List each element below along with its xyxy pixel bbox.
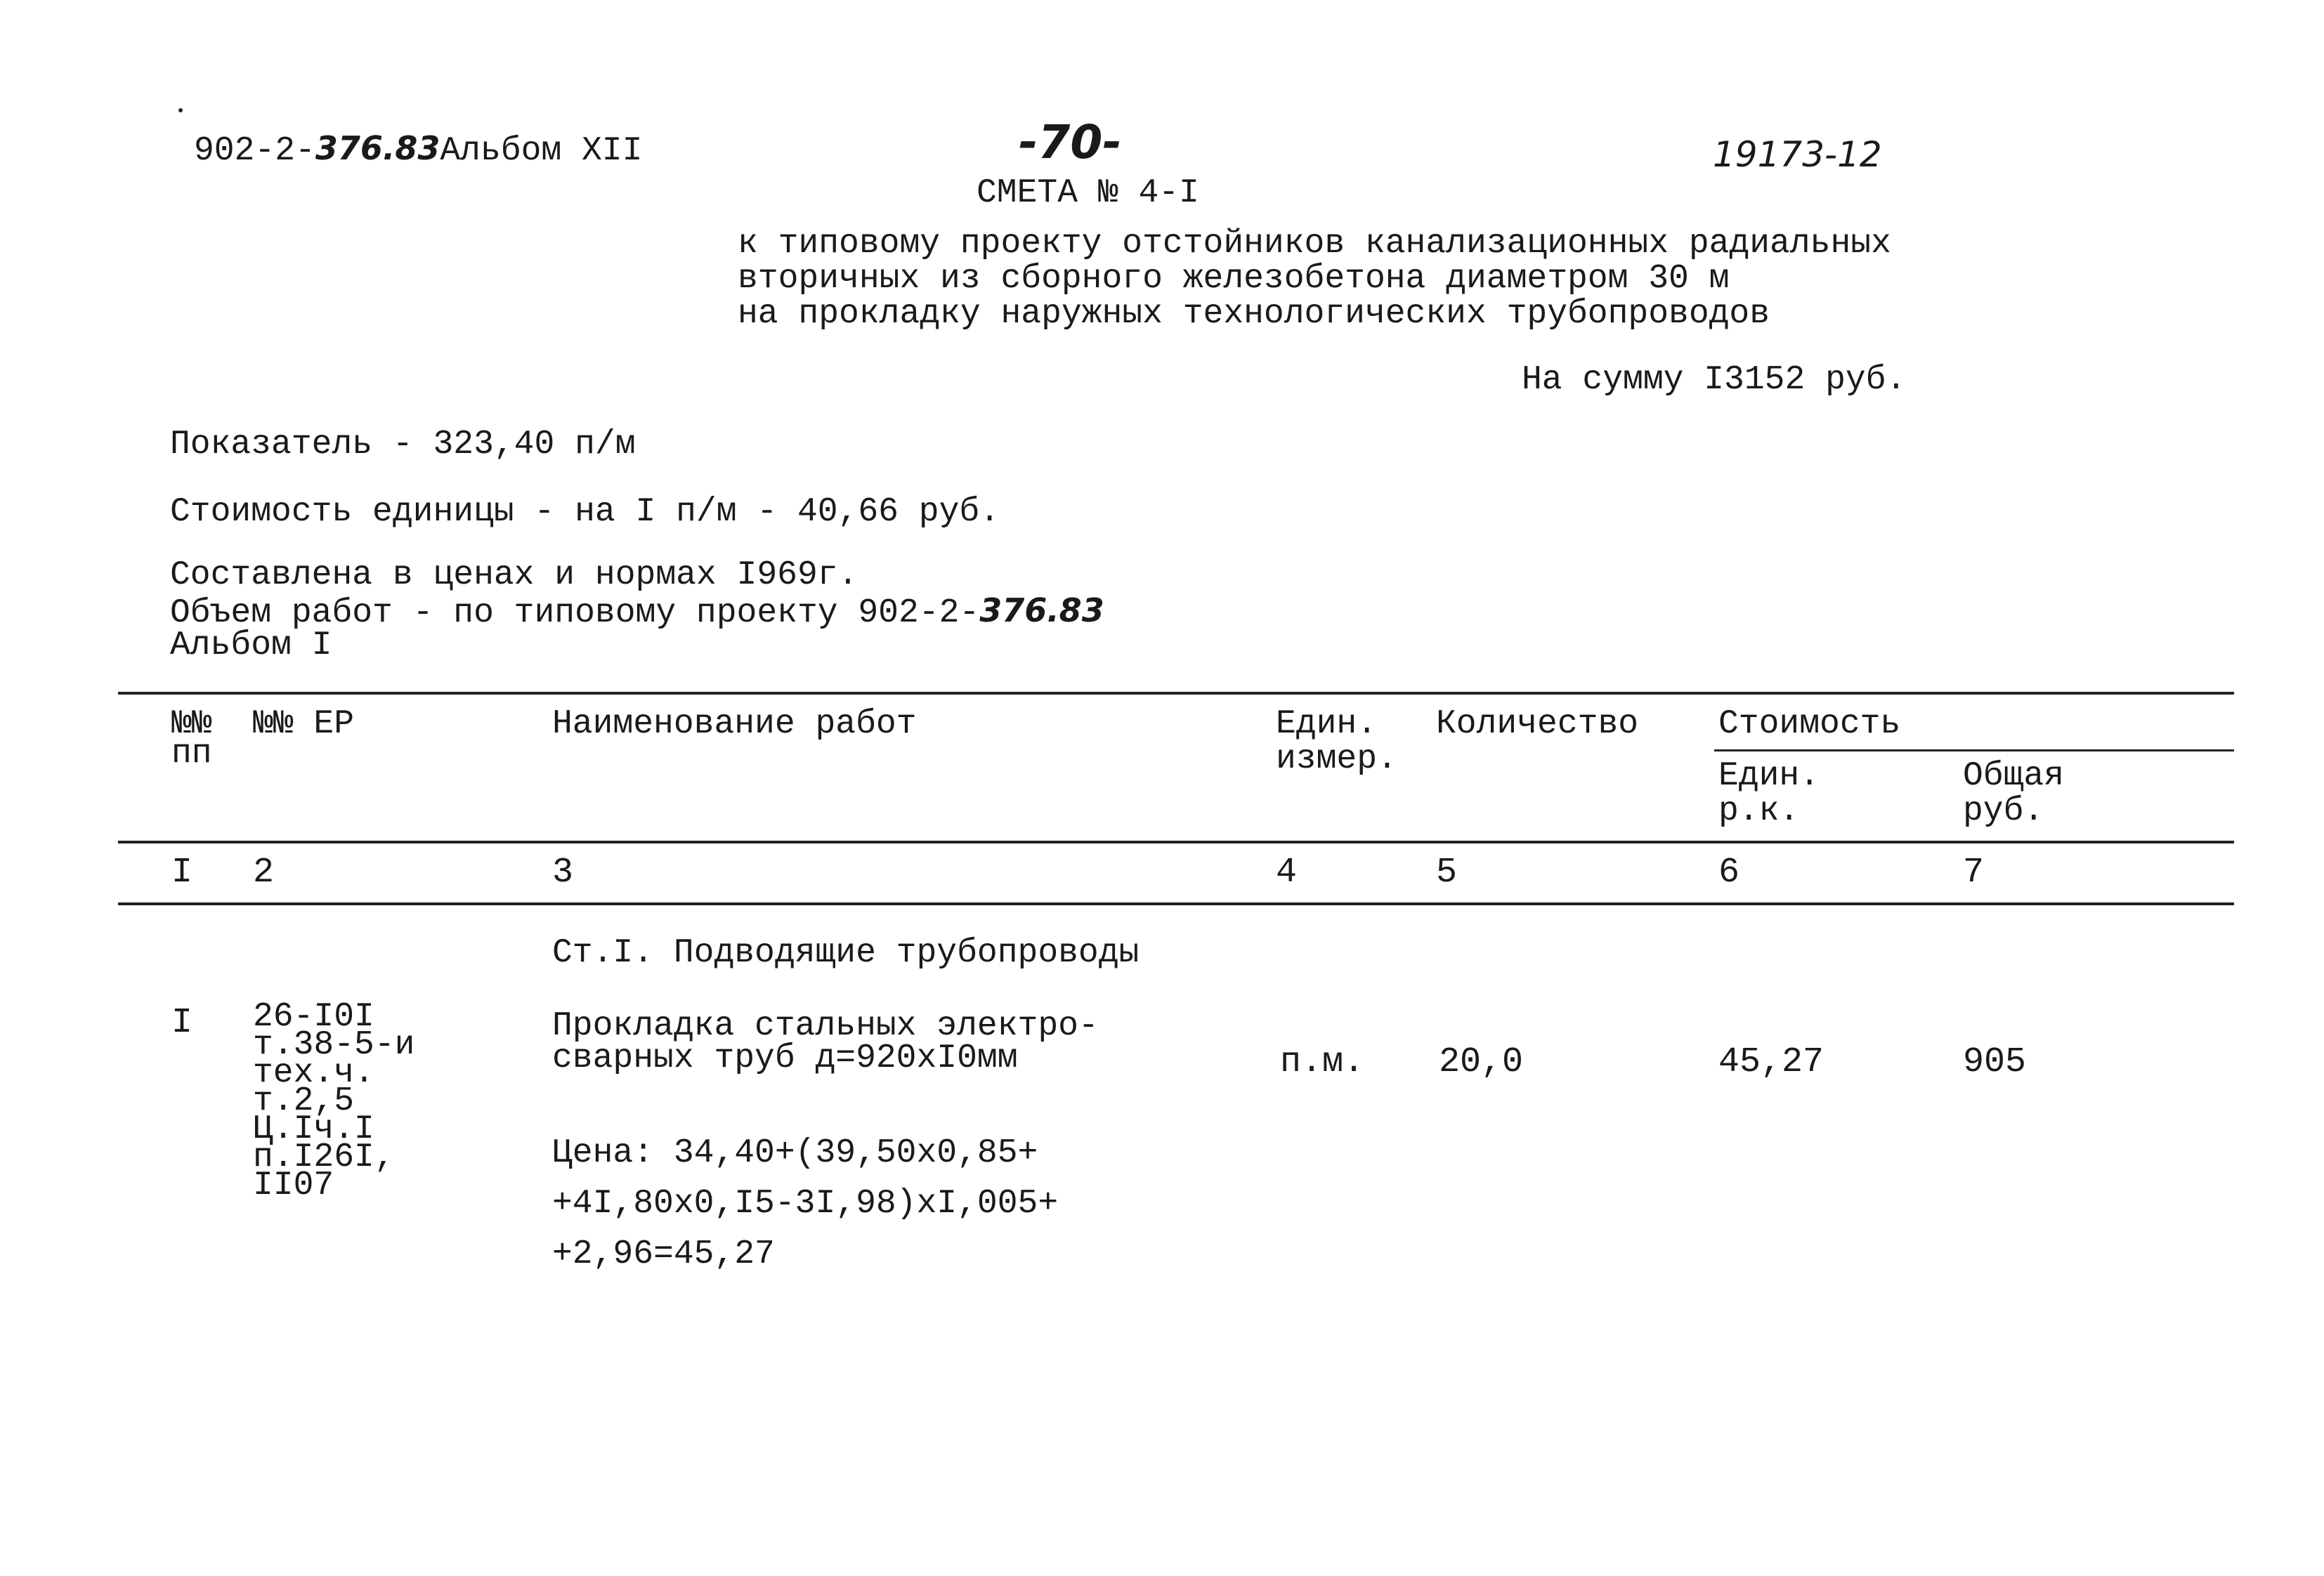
- column-number: 5: [1436, 853, 1458, 893]
- row-er-line: 26-I0I: [253, 998, 374, 1036]
- sheet-code: 19173-12: [1713, 134, 1882, 175]
- row-num: I: [171, 1003, 193, 1043]
- total-sum: На сумму I3152 руб.: [1522, 361, 1907, 399]
- row-er: [253, 998, 415, 1204]
- doc-code: [194, 131, 642, 169]
- header-unit: [1276, 707, 1397, 777]
- subtitle-line: на прокладку наружных технологических трубопроводов: [738, 295, 1770, 333]
- row-er-line: Ц.Iч.I: [253, 1110, 374, 1148]
- column-number: 7: [1963, 853, 1985, 893]
- cost-header-rule: [1714, 749, 2234, 751]
- header-cost-total-line: Общая: [1963, 757, 2065, 795]
- header-quantity: Количество: [1436, 705, 1639, 743]
- column-number: 2: [253, 853, 275, 893]
- section-title: Ст.I. Подводящие трубопроводы: [552, 934, 1140, 972]
- header-cost-total: [1963, 759, 2064, 829]
- row-unit: п.м.: [1280, 1042, 1365, 1082]
- row-er-line: т.38-5-и: [253, 1026, 415, 1064]
- volume-prefix: Объем работ - по типовому проекту 902-2-: [170, 594, 980, 632]
- header-cost-unit-line: р.к.: [1718, 792, 1800, 830]
- row-name-line: Прокладка стальных электро-: [552, 1007, 1099, 1045]
- header-cost-total-line: руб.: [1963, 792, 2044, 830]
- price-line: +4I,80х0,I5-3I,98)хI,005+: [552, 1185, 1059, 1223]
- estimate-subtitle: [738, 226, 1891, 331]
- estimate-title: СМЕТА № 4-I: [977, 174, 1199, 212]
- unit-cost: Стоимость единицы - на I п/м - 40,66 руб.: [170, 493, 1000, 531]
- subtitle-line: к типовому проекту отстойников канализационных радиальных: [738, 225, 1891, 263]
- header-unit-line: Един.: [1276, 705, 1378, 743]
- column-numbers-rule: [118, 902, 2234, 905]
- row-er-line: тех.ч.: [253, 1054, 374, 1092]
- subtitle-line: вторичных из сборного железобетона диаметром 30 м: [738, 260, 1730, 298]
- volume-line: [170, 591, 1104, 632]
- column-number: I: [171, 853, 193, 893]
- header-cost-unit-line: Един.: [1718, 757, 1820, 795]
- column-number: 4: [1276, 853, 1298, 893]
- row-er-line: п.I26I,: [253, 1138, 395, 1176]
- header-num-line: №№: [171, 705, 212, 743]
- price-line: Цена: 34,40+(39,50х0,85+: [552, 1134, 1038, 1172]
- basis-block: [170, 558, 1104, 663]
- table-top-rule: [118, 692, 2234, 695]
- page-number: -70-: [1019, 115, 1122, 169]
- volume-handwritten: 376.83: [979, 591, 1104, 629]
- row-name-line: сварных труб д=920хI0мм: [552, 1039, 1018, 1077]
- column-number: 6: [1718, 853, 1740, 893]
- header-bottom-rule: [118, 841, 2234, 843]
- doc-code-handwritten: 376.83: [315, 129, 440, 167]
- row-er-line: II07: [253, 1167, 334, 1204]
- row-unit-cost: 45,27: [1718, 1042, 1824, 1082]
- header-er: №№ ЕР: [253, 705, 355, 743]
- album-label: Альбом XII: [440, 132, 643, 170]
- header-num: [171, 707, 212, 771]
- price-line: +2,96=45,27: [552, 1235, 775, 1273]
- row-er-line: т.2,5: [253, 1082, 355, 1120]
- header-cost-unit: [1718, 759, 1820, 829]
- doc-code-typed: 902-2-: [194, 132, 315, 170]
- header-unit-line: измер.: [1276, 740, 1397, 778]
- indicator: Показатель - 323,40 п/м: [170, 426, 636, 464]
- album-ref: Альбом I: [170, 626, 332, 664]
- header-name: Наименование работ: [552, 705, 917, 743]
- prices-basis: Составлена в ценах и нормах I969г.: [170, 556, 859, 594]
- header-cost: Стоимость: [1718, 705, 1901, 743]
- row-price-formula: [552, 1128, 1058, 1280]
- header-num-line: пп: [171, 735, 212, 773]
- row-quantity: 20,0: [1439, 1042, 1524, 1082]
- column-number: 3: [552, 853, 574, 893]
- row-total: 905: [1963, 1042, 2027, 1082]
- row-name: [552, 1007, 1099, 1077]
